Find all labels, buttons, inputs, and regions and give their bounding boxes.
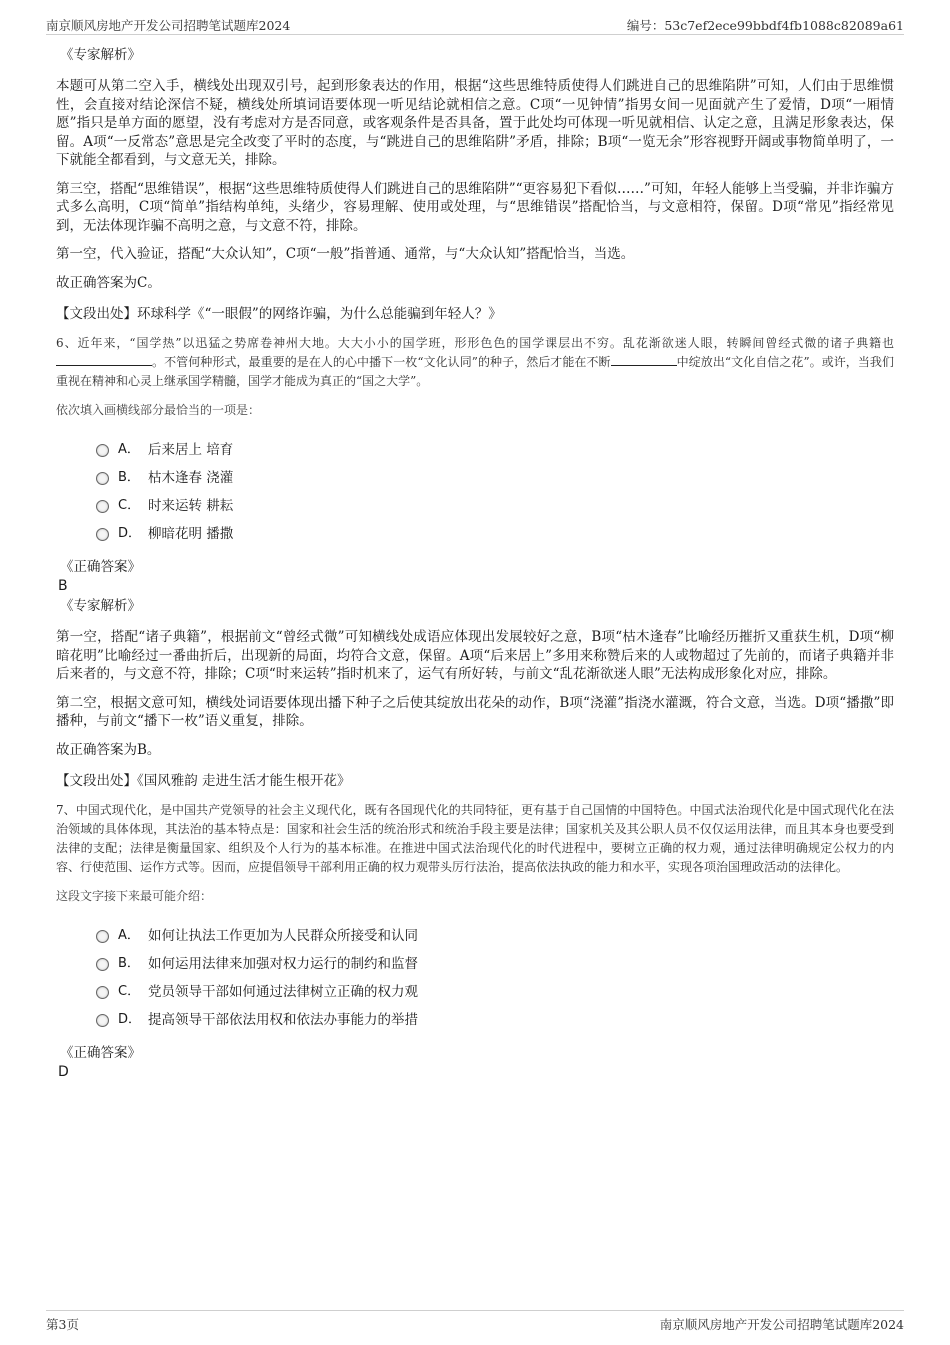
question-7-text: 7、中国式现代化，是中国共产党领导的社会主义现代化，既有各国现代化的共同特征，更有基于自己国情的中国特色。中国式法治现代化是中国式现代化在法治领域的具体体现，其法治的基本特点是：国家和社会生活的统治形式和统治手段主要是法律；国家机关及其公职人员不仅仅运用法律，而且其本身也要受到法律的支配；法律是衡量国家、组织及个人行为的基本标准。在推进中国式法治现代化的时代进程中，要树立正确的权力观，通过法律明确规定公权力的内容、行使范围、运作方式等。因而，应提倡领导干部利用正确的权力观带头厉行法治，提高依法执政的能力和水平，实现各项治国理政活动的法律化。 [56,803,894,874]
analysis-paragraph: 第二空，根据文意可知，横线处词语要体现出播下种子之后使其绽放出花朵的动作，B项“浇灌”指浇水灌溉，符合文意，当选。D项“播撒”即播种，与前文“播下一枚”语义重复，排除。 [56,694,894,729]
option-key: D． [118,526,142,541]
analysis-paragraph: 第一空，代入验证，搭配“大众认知”，C项“一般”指普通、通常，与“大众认知”搭配恰当，当选。 [56,246,635,262]
analysis-label: 《专家解析》 [60,47,141,63]
question-text-part: 中绽放出“文化自信之花”。或许，当我们重视在精神和心灵上继承国学精髓，国学才能成为真正的“国之大学”。 [56,355,894,388]
option-c[interactable] [96,978,894,1006]
question-7-prompt: 这段文字接下来最可能介绍： [56,889,213,903]
correct-answer-statement: 故正确答案为B。 [56,741,161,758]
page-footer [46,1310,904,1333]
question-6-prompt: 依次填入画横线部分最恰当的一项是： [56,403,261,417]
option-b[interactable] [96,950,894,978]
question-6-options [96,436,894,548]
option-text: 提高领导干部依法用权和依法办事能力的举措 [148,1012,418,1028]
option-text: 后来居上 培育 [148,442,234,458]
radio-button[interactable] [96,1014,109,1027]
source-citation: 【文段出处】环球科学《“一眼假”的网络诈骗，为什么总能骗到年轻人？》 [56,306,502,322]
option-a[interactable] [96,922,894,950]
question-text-part: 。不管何种形式，最重要的是在人的心中播下一枚“文化认同”的种子，然后才能在不断 [152,355,611,369]
answer-value: D [58,1064,69,1080]
option-d[interactable] [96,520,894,548]
option-key: A． [118,928,140,943]
correct-answer-statement: 故正确答案为C。 [56,274,161,291]
radio-button[interactable] [96,986,109,999]
option-key: C． [118,498,141,513]
question-text-part: 6、近年来，“国学热”以迅猛之势席卷神州大地。大大小小的国学班，形形色色的国学课层出不穷。乱花渐欲迷人眼，转瞬间曾经式微的诸子典籍也 [56,336,894,350]
option-text: 党员领导干部如何通过法律树立正确的权力观 [148,984,418,1000]
option-a[interactable] [96,436,894,464]
source-citation: 【文段出处】《国风雅韵 走进生活才能生根开花》 [56,773,351,789]
page-header [46,14,904,35]
option-d[interactable] [96,1006,894,1034]
option-text: 如何让执法工作更加为人民群众所接受和认同 [148,928,418,944]
analysis-paragraph: 第一空，搭配“诸子典籍”，根据前文“曾经式微”可知横线处成语应体现出发展较好之意，B项“枯木逢春”比喻经历摧折又重获生机，D项“柳暗花明”比喻经过一番曲折后，出现新的局面，均符合文意，保留。A项“后来居上”多用来称赞后来的人或物超过了先前的，而诸子典籍并非后来者的，与文意不符，排除；C项“时来运转”指时机来了，运气有所好转，与前文“乱花渐欲迷人眼”无法构成形象化对应，排除。 [56,629,894,682]
header-title: 南京顺风房地产开发公司招聘笔试题库2024 [46,18,291,33]
radio-button[interactable] [96,472,109,485]
radio-button[interactable] [96,500,109,513]
page-content [56,44,894,1081]
question-7-options [96,922,894,1034]
option-text: 如何运用法律来加强对权力运行的制约和监督 [148,956,418,972]
option-key: D． [118,1012,142,1027]
option-key: A． [118,442,140,457]
analysis-paragraph: 本题可从第二空入手，横线处出现双引号，起到形象表达的作用，根据“这些思维特质使得人们跳进自己的思维陷阱”可知，人们由于思维惯性，会直接对结论深信不疑，横线处所填词语要体现一听见结论就相信之意。C项“一见钟情”指男女间一见面就产生了爱情，D项“一厢情愿”指只是单方面的愿望，没有考虑对方是否同意，或客观条件是否具备，置于此处均可体现一听见就相信、认定之意，且满足形象表达，保留。A项“一反常态”意思是完全改变了平时的态度，与“跳进自己的思维陷阱”矛盾，排除；B项“一览无余”形容视野开阔或事物简单明了，一下就能全都看到，与文意无关，排除。 [56,78,894,168]
answer-label: 《正确答案》 [60,1045,141,1061]
analysis-label: 《专家解析》 [60,598,141,614]
radio-button[interactable] [96,958,109,971]
footer-title: 南京顺风房地产开发公司招聘笔试题库2024 [659,1317,904,1332]
option-text: 枯木逢春 浇灌 [148,470,234,486]
radio-button[interactable] [96,930,109,943]
fill-blank [611,353,677,366]
analysis-paragraph: 第三空，搭配“思维错误”，根据“这些思维特质使得人们跳进自己的思维陷阱”“更容易犯下看似……”可知，年轻人能够上当受骗，并非诈骗方式多么高明，C项“简单”指结构单纯，头绪少，容易理解、使用或处理，与“思维错误”搭配恰当，与文意相符，保留。D项“常见”指经常见到，无法体现诈骗不高明之意，与文意不符，排除。 [56,180,894,234]
answer-value: B [58,578,68,594]
radio-button[interactable] [96,528,109,541]
page-number: 第3页 [46,1317,79,1332]
radio-button[interactable] [96,444,109,457]
option-text: 时来运转 耕耘 [148,498,234,514]
header-code: 编号：53c7ef2ece99bbdf4fb1088c82089a61 [626,18,904,33]
option-key: B． [118,956,140,971]
question-6-text [56,334,894,391]
option-b[interactable] [96,464,894,492]
answer-label: 《正确答案》 [60,559,141,575]
option-c[interactable] [96,492,894,520]
fill-blank [56,353,152,366]
option-key: C． [118,984,141,999]
option-text: 柳暗花明 播撒 [148,526,234,542]
option-key: B． [118,470,140,485]
